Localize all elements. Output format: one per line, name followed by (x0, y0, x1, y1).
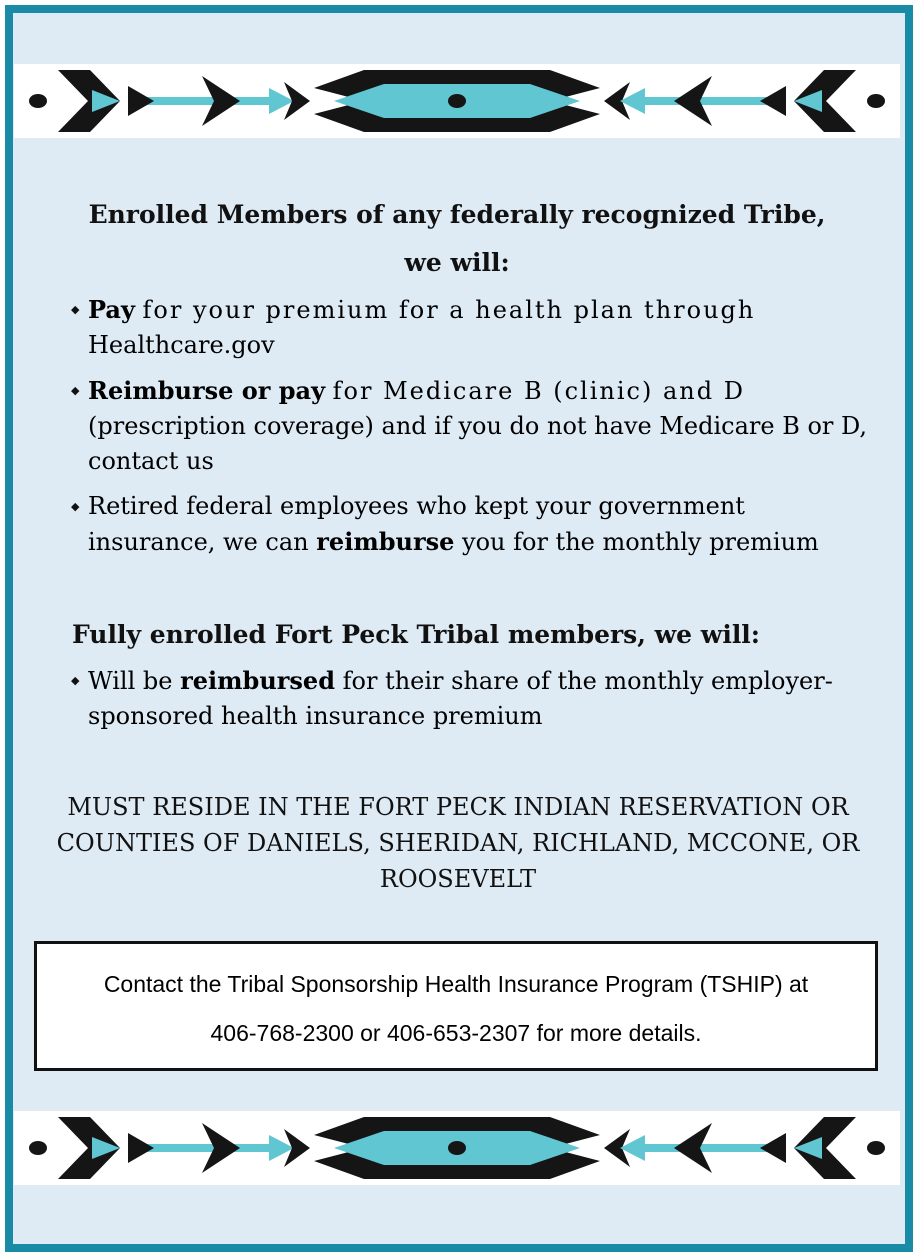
list-item-text: Will be (88, 667, 173, 695)
list-item-text: for Medicare B (clinic) and D (332, 377, 745, 405)
list-item-text: for their share of the monthly employer-sponsored health insurance premium (88, 667, 833, 730)
list-item-employer-sponsored (68, 663, 878, 734)
heading-enrolled-members: Enrolled Members of any federally recognized Tribe, (88, 200, 826, 229)
contact-phone-numbers: 406-768-2300 or 406-653-2307 for more details. (210, 1020, 702, 1046)
list-item-reimburse (68, 373, 878, 479)
list-item-lead: reimbursed (180, 666, 335, 695)
list-item-lead: Pay (88, 295, 135, 324)
fort-peck-list (68, 663, 878, 744)
diamond-bullet-icon: ◆ (71, 674, 80, 687)
native-pattern-border (14, 64, 900, 138)
diamond-bullet-icon: ◆ (71, 500, 80, 513)
diamond-bullet-icon: ◆ (71, 303, 80, 316)
diamond-bullet-icon: ◆ (71, 384, 80, 397)
heading-fort-peck-members: Fully enrolled Fort Peck Tribal members, we will: (72, 620, 761, 649)
list-item-text: you for the monthly premium (462, 528, 819, 556)
native-pattern-border (14, 1111, 900, 1185)
decorative-band-bottom (14, 1111, 900, 1185)
list-item-text: (prescription coverage) and if you do not have Medicare B or D, contact us (88, 412, 868, 475)
list-item-lead: Reimburse or pay (88, 376, 326, 405)
list-item-text: Healthcare.gov (88, 331, 275, 359)
list-item-text: Retired federal employees who kept your government insurance, we can (88, 492, 745, 556)
list-item-lead: reimburse (316, 527, 455, 556)
contact-line-1: Contact the Tribal Sponsorship Health Insurance Program (TSHIP) at (103, 971, 809, 997)
decorative-band-top (14, 64, 900, 138)
contact-box (34, 941, 878, 1071)
list-item-text: for your premium for a health plan through (142, 296, 756, 324)
list-item-pay (68, 292, 878, 363)
list-item-retired-federal (68, 489, 878, 560)
residency-notice: MUST RESIDE IN THE FORT PECK INDIAN RESERVATION OR COUNTIES OF DANIELS, SHERIDAN, RICHLAND, MCCONE, OR ROOSEVELT (56, 793, 860, 893)
benefits-list (68, 292, 878, 570)
heading-we-will: we will: (404, 248, 510, 277)
